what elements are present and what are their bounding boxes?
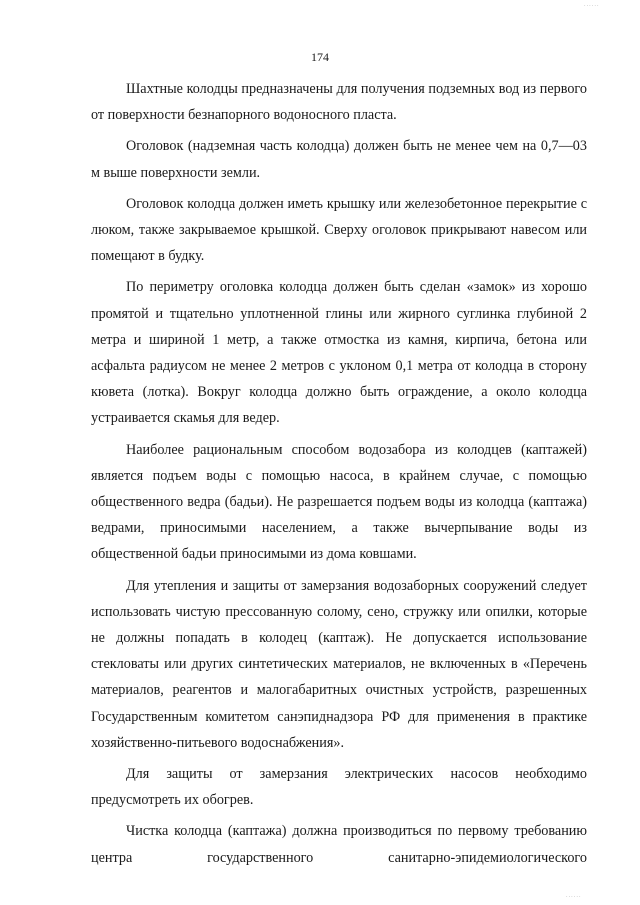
scan-corner-mark: ...... [566,893,582,899]
paragraph-4: По периметру оголовка колодца должен быть сделан «замок» из хорошо промятой и тщательно уплотненной глины или жирного суглинка глубиной 2 метра и шириной 1 метр, а также отмостка из камня, кирпича, бетона или асфальта радиусом не менее 2 метров с уклоном 0,1 метра от колодца в сторону кювета (лотка). Вокруг колодца должно быть ограждение, а около колодца устраивается скамья для ведер. [91,279,587,427]
paragraph-1: Шахтные колодцы предназначены для получения подземных вод из первого от поверхности безнапорного водоносного пласта. [91,81,587,124]
scan-corner-mark: ...... [584,2,600,8]
body-text [91,76,587,871]
paragraph-2: Оголовок (надземная часть колодца) должен быть не менее чем на 0,7—03 м выше поверхности земли. [91,138,587,181]
paragraph-6: Для утепления и защиты от замерзания водозаборных сооружений следует использовать чистую прессованную солому, сено, стружку или опилки, которые не должны попадать в колодец (каптаж). Не допускается использование стекловаты или других синтетических материалов, не включенных в «Перечень материалов, реагентов и малогабаритных очистных устройств, разрешенных Государственным комитетом санэпиднадзора РФ для применения в практике хозяйственно-питьевого водоснабжения». [91,577,587,751]
paragraph-8: Чистка колодца (каптажа) должна производиться по первому требованию центра государственного санитарно-эпидемиологического [91,823,587,866]
paragraph-5: Наиболее рациональным способом водозабора из колодцев (каптажей) является подъем воды с помощью насоса, в крайнем случае, с помощью общественного ведра (бадьи). Не разрешается подъем воды из колодца (каптажа) ведрами, приносимыми населением, а также вычерпывание воды из общественной бадьи приносимыми из дома ковшами. [91,441,587,563]
page-number: 174 [311,50,329,64]
paragraph-3: Оголовок колодца должен иметь крышку или железобетонное перекрытие с люком, также закрываемое крышкой. Сверху оголовок прикрывают навесом или помещают в будку. [91,195,587,265]
paragraph-7: Для защиты от замерзания электрических насосов необходимо предусмотреть их обогрев. [91,766,587,809]
